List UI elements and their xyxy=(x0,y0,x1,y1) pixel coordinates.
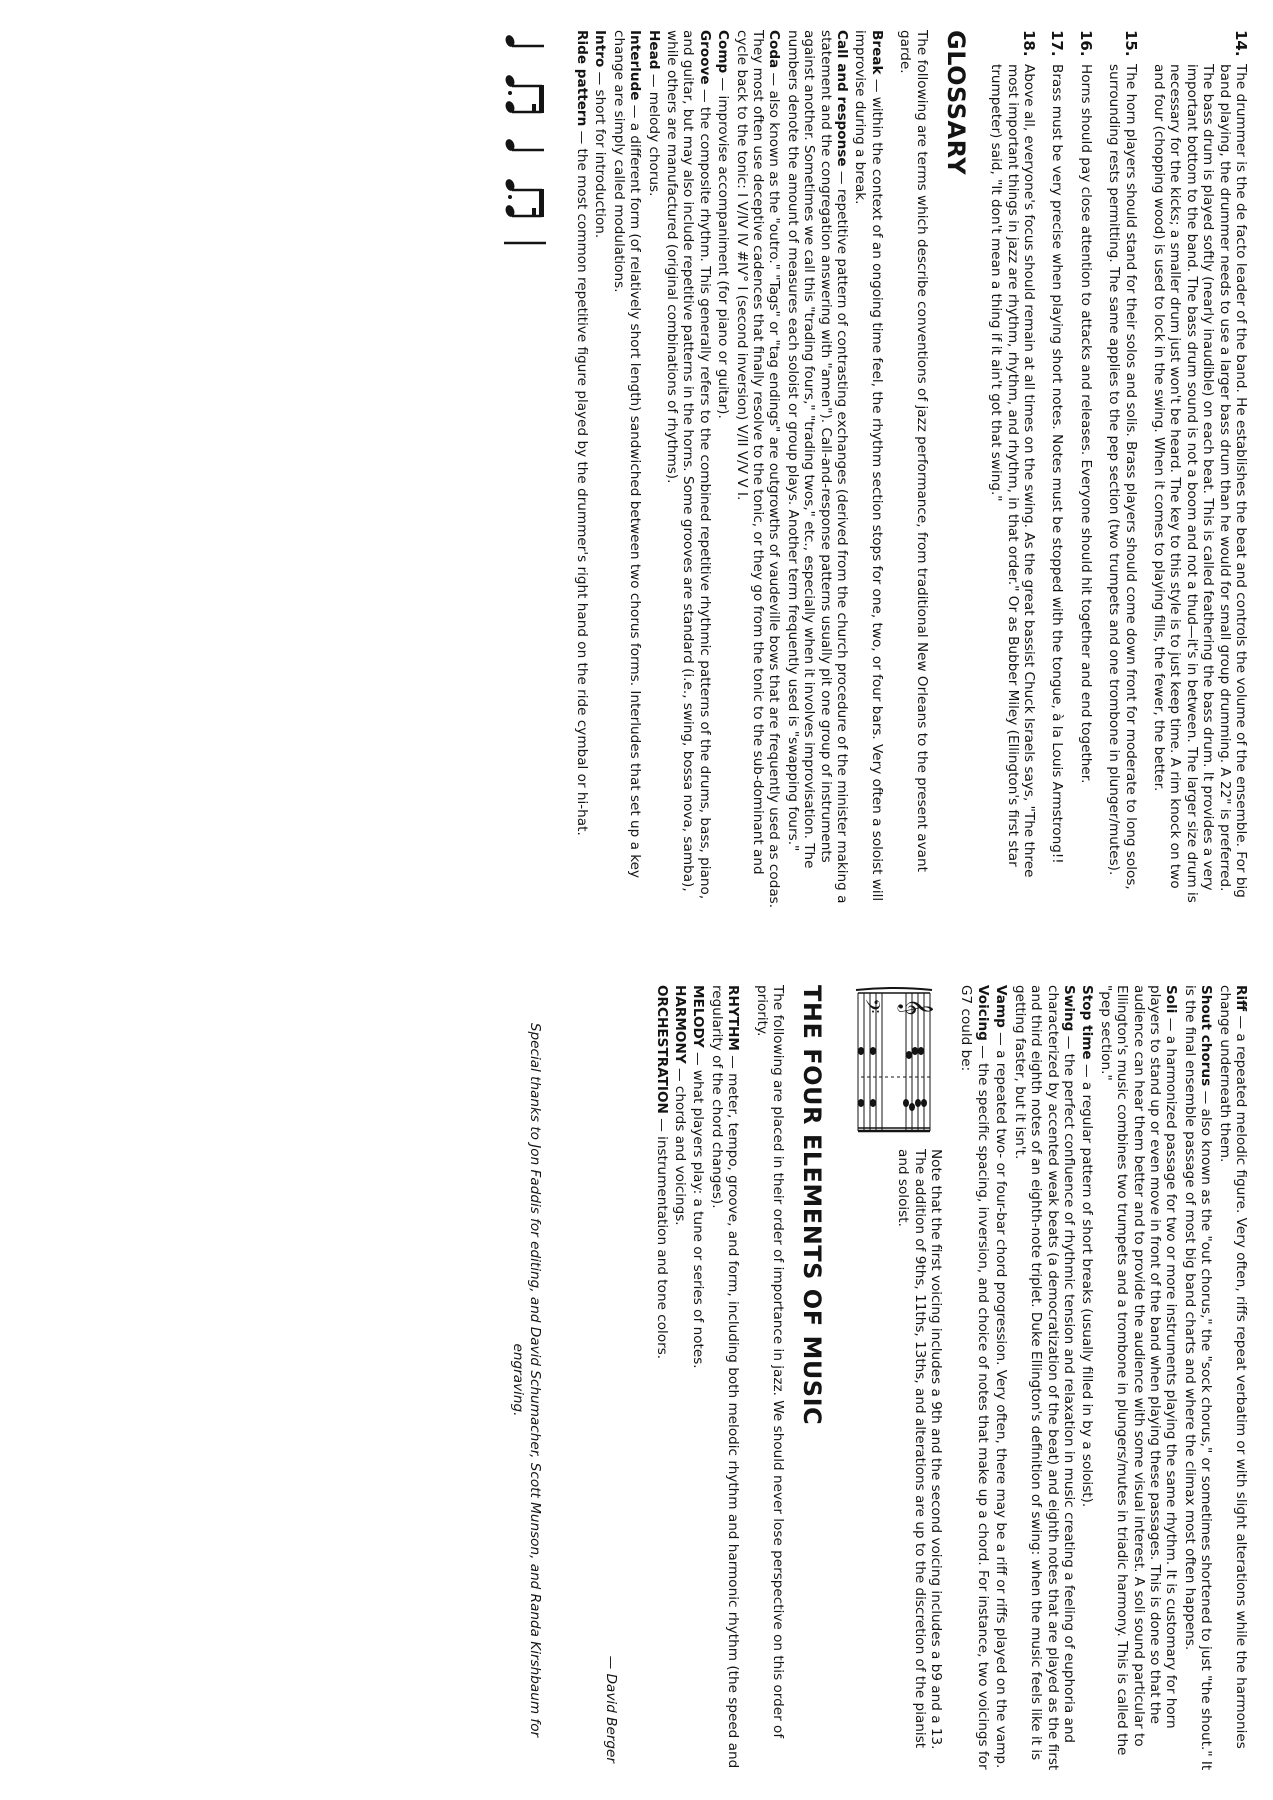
element-entry xyxy=(690,985,706,1775)
acknowledgements: Special thanks to Jon Faddis for editing, and David Schumacher, Scott Munson, and Randa Kirshbaum for engraving. xyxy=(510,1022,543,1738)
glossary-term: Comp xyxy=(715,30,732,74)
glossary-definition: — also known as the "outro." "Tags" or "tag endings" are outgrowths of vaudeville bows that are frequently used as codas. They most often use deceptive cadences that finally resolve to the tonic, or they go from the tonic to the sub-dominant and cycle back to the tonic: I V/IV IV #IV° I (second inversion) V/II V/V V I. xyxy=(733,30,783,909)
four-elements-list xyxy=(653,985,741,1775)
glossary-term: Shout chorus xyxy=(1198,985,1215,1087)
glossary-term: Swing xyxy=(1060,985,1077,1032)
item-number: 14. xyxy=(1232,30,1250,57)
glossary-term: Stop time xyxy=(1079,985,1096,1060)
item-text: Above all, everyone's focus should remain at all times on the swing. As the great bassist Chuck Israels says, "The three most important things in jazz are rhythm, rhythm, and rhythm, in that order." Or as Bubber Miley (Ellington's first star trumpeter) said, "It don't mean a thing if it ain't got that swing." xyxy=(988,64,1037,878)
glossary-entry xyxy=(784,30,850,910)
four-elements-intro: The following are placed in their order of importance in jazz. We should never lose perspective on this order of priority. xyxy=(753,985,787,1739)
element-entry xyxy=(708,985,741,1775)
quarter-note-icon xyxy=(502,30,548,58)
glossary-definition: — a different form (of relatively short length) sandwiched between two chorus forms. Interludes that set up a key change are simply called modulations. xyxy=(610,30,644,879)
element-entry xyxy=(653,985,669,1775)
glossary-definition: — repetitive pattern of contrasting exchanges (derived from the church procedure of the minister making a statement and the congregation answering with "amen"). Call-and-response patterns usually pit one group of instruments against another. Sometimes we call this "trading fours," "trading twos," etc., especially when it involves improvisation. The numbers denote the amount of measures each soloist or group plays. Another term frequently used is "swapping fours." xyxy=(784,30,851,904)
glossary-entry xyxy=(574,30,590,910)
left-column xyxy=(502,30,1249,910)
element-term: RHYTHM xyxy=(725,985,742,1051)
voicing-note: Note that the first voicing includes a 9th and the second voicing includes a b9 and a 13. The addition of 9ths, 11ths, 13ths, and alterations are up to the discretion of the pianist and soloist. xyxy=(895,1149,945,1750)
item-text: Brass must be very precise when playing short notes. Notes must be stopped with the tongue, à la Louis Armstrong!! xyxy=(1049,64,1066,864)
glossary-term: Groove xyxy=(696,30,713,85)
glossary-definition: — also known as the "out chorus," the "sock chorus," or sometimes shortened to just "the shout." It is the final ensemble passage of most big band charts and where the climax most often happens. xyxy=(1181,985,1215,1771)
glossary-definition: — a regular pattern of short breaks (usually filled in by a soloist). xyxy=(1079,1059,1096,1508)
grand-staff-figure xyxy=(844,985,944,1135)
bass-clef-icon: 𝄢 xyxy=(856,998,885,1014)
glossary-terms-left xyxy=(574,30,885,910)
glossary-terms-right xyxy=(958,985,1249,1775)
item-number: 17. xyxy=(1048,30,1067,57)
glossary-entry xyxy=(610,30,643,910)
glossary-term: Head xyxy=(645,30,662,70)
numbered-list xyxy=(988,30,1249,910)
item-text: Horns should pay close attention to attacks and releases. Everyone should hit together and end together. xyxy=(1077,64,1094,784)
glossary-definition: — a repeated melodic figure. Very often, riffs repeat verbatim or with slight alterations while the harmonies change underneath them. xyxy=(1216,985,1249,1749)
glossary-intro: The following are terms which describe conventions of jazz performance, from traditional New Orleans to the present avant garde. xyxy=(897,30,930,872)
right-column xyxy=(510,985,1249,1775)
glossary-term: Interlude xyxy=(627,30,644,101)
element-definition: — instrumentation and tone colors. xyxy=(653,1113,670,1360)
glossary-definition: — the specific spacing, inversion, and choice of notes that make up a chord. For instance, two voicings for G7 could be: xyxy=(958,985,991,1770)
element-term: MELODY xyxy=(690,985,707,1048)
glossary-definition: — the perfect confluence of rhythmic tension and relaxation in music creating a feeling of euphoria and characterized by accented weak beats (a democratization of the beat) and eighth notes that are played as the first and third eighth notes of an eighth-note triplet. Duke Ellington's definition of swing: when the music feels like it is getting faster, but it isn't. xyxy=(1011,985,1077,1771)
glossary-entry xyxy=(592,30,608,910)
glossary-definition: — within the context of an ongoing time feel, the rhythm section stops for one, two, or four bars. Very often a soloist will improvise during a break. xyxy=(852,30,885,902)
glossary-definition: — the most common repetitive figure played by the drummer's right hand on the ride cymbal or hi-hat. xyxy=(574,126,590,836)
glossary-term: Intro xyxy=(592,30,609,68)
glossary-entry xyxy=(852,30,885,910)
glossary-entry xyxy=(645,30,661,910)
glossary-entry xyxy=(1216,985,1249,1775)
item-number: 15. xyxy=(1121,30,1140,57)
list-item xyxy=(988,30,1037,910)
glossary-entry xyxy=(1097,985,1179,1775)
glossary-term: Coda xyxy=(766,30,783,69)
dotted-eighth-sixteenth-icon xyxy=(502,176,548,224)
glossary-term: Riff xyxy=(1233,985,1249,1012)
glossary-heading: GLOSSARY xyxy=(941,30,970,176)
glossary-term: Break xyxy=(868,30,885,75)
list-item xyxy=(1049,30,1065,910)
barline-icon xyxy=(502,238,548,248)
item-number: 18. xyxy=(1019,30,1038,57)
element-definition: — chords and voicings. xyxy=(672,1063,689,1226)
glossary-entry xyxy=(715,30,731,910)
glossary-definition: — a harmonized passage for two or more instruments playing the same rhythm. It is customary for horn players to stand up or even move in front of the band when playing these passages. This is done so that the audience can hear them better and to provide the audience with some visual interest. A soli sound particular to Ellington's music combines two trumpets and a trombone in plungers/mutes in triadic harmony. This is called the "pep section." xyxy=(1097,985,1180,1756)
glossary-definition: — the composite rhythm. This generally refers to the combined repetitive rhythmic patterns of the drums, bass, piano, and guitar, but may also include repetitive patterns in the horns. Some grooves are standard (i.e., swing, bossa nova, samba), while others are manufactured (original combinations of rhythms). xyxy=(664,30,713,900)
element-definition: — meter, tempo, groove, and form, including both melodic rhythm and harmonic rhythm (the speed and regularity of the chord changes). xyxy=(708,985,742,1769)
ride-pattern-figure xyxy=(502,30,548,910)
glossary-definition: — a repeated two- or four-bar chord progression. Very often, there may be a riff or riffs played on the vamp. xyxy=(993,1027,1010,1769)
glossary-definition: — melody chorus. xyxy=(645,69,662,197)
voicing-example xyxy=(844,985,944,1775)
element-definition: — what players play: a tune or series of notes. xyxy=(690,1047,707,1369)
item-number: 16. xyxy=(1076,30,1095,57)
glossary-entry xyxy=(733,30,782,910)
author-signature: — David Berger xyxy=(603,1655,620,1763)
glossary-entry xyxy=(664,30,713,910)
element-term: HARMONY xyxy=(672,985,689,1064)
treble-clef-icon: 𝄞 xyxy=(898,998,934,1016)
glossary-entry xyxy=(1011,985,1077,1775)
list-item xyxy=(1151,30,1249,910)
dotted-eighth-sixteenth-icon xyxy=(502,72,548,120)
four-elements-heading: THE FOUR ELEMENTS OF MUSIC xyxy=(798,985,827,1426)
element-term: ORCHESTRATION xyxy=(653,985,670,1114)
glossary-term: Vamp xyxy=(993,985,1010,1028)
glossary-term: Voicing xyxy=(974,985,991,1041)
glossary-entry xyxy=(1079,985,1095,1775)
glossary-definition: — short for introduction. xyxy=(592,67,609,239)
glossary-term: Ride pattern xyxy=(574,30,590,127)
element-entry xyxy=(672,985,688,1775)
glossary-entry xyxy=(958,985,991,1775)
glossary-term: Call and response xyxy=(834,30,851,167)
glossary-entry xyxy=(993,985,1009,1775)
glossary-term: Soli xyxy=(1163,985,1180,1014)
glossary-entry xyxy=(1181,985,1214,1775)
glossary-definition: — improvise accompaniment (for piano or guitar). xyxy=(715,73,732,419)
item-text: The horn players should stand for their solos and solis. Brass players should come down front for moderate to long solos, surrounding rests permitting. The same applies to the pep section (two trumpets and one trombone in plunger/mutes). xyxy=(1106,64,1139,890)
list-item xyxy=(1077,30,1093,910)
list-item xyxy=(1106,30,1139,910)
item-text: The drummer is the de facto leader of the band. He establishes the beat and controls the volume of the ensemble. For big band playing, the drummer needs to use a larger bass drum than he would for small group drumming. A 22" is preferred. The bass drum is played softly (nearly inaudible) on each beat. This is called feathering the bass drum. It provides a very important bottom to the band. The bass drum sound is not a boom and not a thud—it's in between. The larger size drum is necessary for the kicks; a smaller drum just won't be heard. The key to this style is to just keep time. A rim knock on two and four (chopping wood) is used to lock in the swing. When it comes to playing fills, the fewer, the better. xyxy=(1150,64,1249,903)
quarter-note-icon xyxy=(502,134,548,162)
